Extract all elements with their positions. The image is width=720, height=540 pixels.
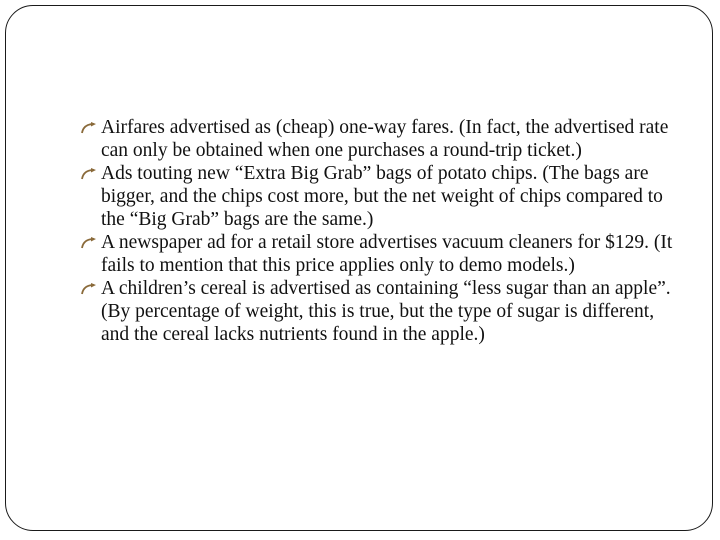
curved-arrow-bullet-icon: [81, 237, 97, 249]
bullet-item: [81, 231, 686, 277]
bullet-text: A children’s cereal is advertised as containing “less sugar than an apple”. (By percentage of weight, this is true, but the type of sugar is different, and the cereal lacks nutrients found in the apple.): [101, 278, 671, 345]
curved-arrow-bullet-icon: [81, 122, 97, 134]
bullet-text: Airfares advertised as (cheap) one-way fares. (In fact, the advertised rate can only be obtained when one purchases a round-trip ticket.): [101, 117, 669, 161]
bullet-text: A newspaper ad for a retail store advertises vacuum cleaners for $129. (It fails to mention that this price applies only to demo models.): [101, 232, 673, 276]
curved-arrow-bullet-icon: [81, 283, 97, 295]
bullet-item: [81, 277, 686, 346]
bullet-text: Ads touting new “Extra Big Grab” bags of potato chips. (The bags are bigger, and the chips cost more, but the net weight of chips compared to the “Big Grab” bags are the same.): [101, 163, 663, 230]
bullet-item: [81, 116, 686, 162]
bullet-item: [81, 162, 686, 231]
curved-arrow-bullet-icon: [81, 168, 97, 180]
bullet-list: [81, 116, 686, 346]
